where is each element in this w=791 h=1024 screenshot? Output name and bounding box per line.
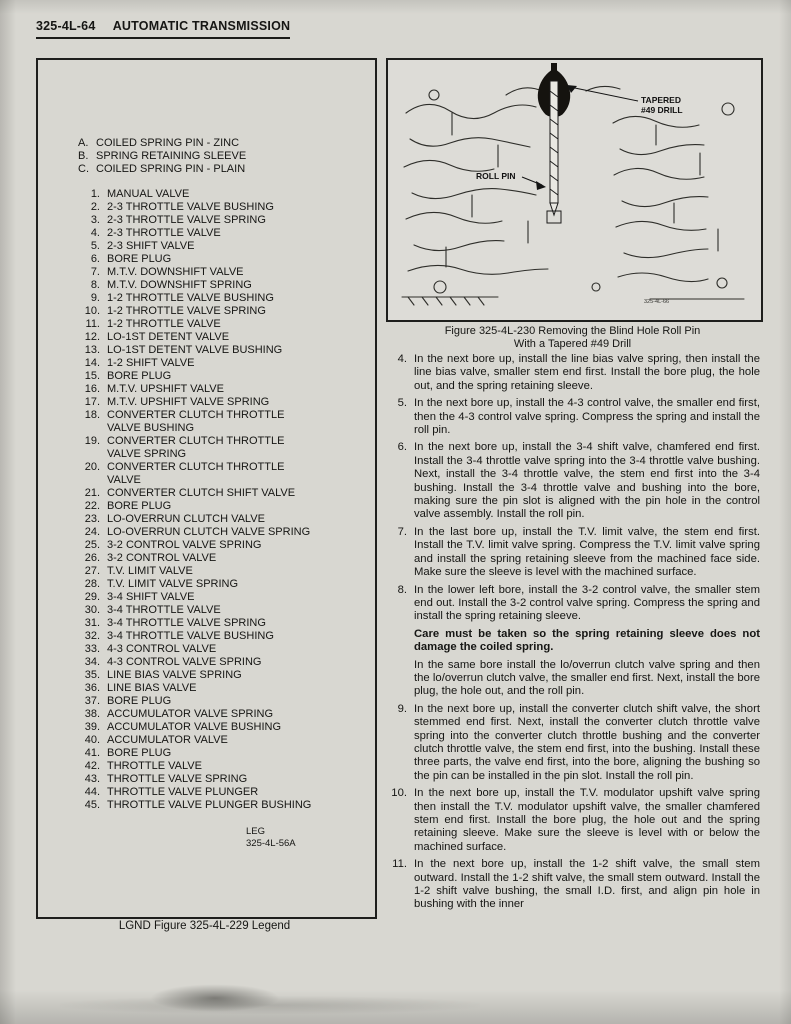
legend-item: [54, 240, 375, 253]
legend-item: [54, 747, 375, 760]
legend-item-text: COILED SPRING PIN - ZINC: [96, 137, 240, 149]
legend-item-text: T.V. LIMIT VALVE SPRING: [107, 578, 239, 590]
legend-item: [54, 292, 375, 305]
legend-item-number: 25.: [84, 539, 100, 551]
step-text: In the lower left bore, install the 3-2 control valve, the smaller stem end out. Install the 3-2 control valve spring. Compress the spring and install the spring retaining sleeve.: [414, 583, 760, 623]
legend-item-text: SPRING RETAINING SLEEVE: [96, 150, 247, 162]
legend-item-text: COILED SPRING PIN - PLAIN: [96, 163, 246, 175]
tapered-drill-label-line1: TAPERED: [641, 95, 681, 105]
legend-item-number: 9.: [90, 292, 100, 304]
scan-smudge: [60, 996, 480, 1014]
legend-item-text: THROTTLE VALVE PLUNGER: [107, 786, 259, 798]
legend-item-number: 26.: [84, 552, 100, 564]
step-text: Care must be taken so the spring retaining sleeve does not damage the coiled spring.: [414, 627, 760, 654]
legend-item-number: 28.: [84, 578, 100, 590]
legend-caption: LGND Figure 325-4L-229 Legend: [118, 920, 291, 932]
legend-item-text: BORE PLUG: [107, 253, 172, 265]
step-item: [386, 526, 760, 580]
legend-item-number: 41.: [84, 747, 100, 759]
legend-item-number: 5.: [90, 240, 100, 252]
figure-caption-line1: Figure 325-4L-230 Removing the Blind Hole Roll Pin: [444, 325, 701, 337]
legend-item-number: 4.: [90, 227, 100, 239]
legend-item-number: 29.: [84, 591, 100, 603]
legend-item: [78, 163, 375, 176]
legend-item-text: ACCUMULATOR VALVE BUSHING: [107, 721, 281, 733]
step-text: In the next bore up, install the 1-2 shift valve, the small stem outward. Install the 1-2 shift valve, the small stem outward. Install the 1-2 shift valve bushing, the small I.D. first, and align pin hole in bushing with the inner: [414, 858, 760, 911]
step-item: [386, 353, 760, 393]
legend-item: [54, 734, 375, 747]
legend-item: [54, 227, 375, 240]
step-text: In the next bore up, install the T.V. modulator upshift valve spring then install the T.V. modulator upshift valve, the smaller chamfered stem end first. Install the bore plug, the hole out and the spring retaining sleeve. Make sure the sleeve is level with or below the machined surface.: [414, 787, 760, 853]
legend-item: [78, 137, 375, 150]
legend-item-number: 10.: [84, 305, 100, 317]
legend-item: [54, 487, 375, 500]
legend-item-text: LO-1ST DETENT VALVE BUSHING: [107, 344, 283, 356]
legend-item: [54, 604, 375, 617]
page-title: AUTOMATIC TRANSMISSION: [112, 19, 291, 33]
step-item: [386, 659, 760, 699]
legend-item: [54, 409, 375, 435]
legend-item: [54, 565, 375, 578]
legend-figure-ref-line2: 325-4L-56A: [246, 838, 296, 849]
legend-item-number: 27.: [84, 565, 100, 577]
legend-item-number: 21.: [84, 487, 100, 499]
legend-item-number: 3.: [90, 214, 100, 226]
step-number: 4.: [397, 353, 407, 365]
legend-item: [54, 396, 375, 409]
legend-item-text: THROTTLE VALVE SPRING: [107, 773, 248, 785]
legend-item-text: M.T.V. UPSHIFT VALVE SPRING: [107, 396, 270, 408]
step-number: 11.: [392, 858, 407, 871]
legend-item: [54, 708, 375, 721]
legend-item-number: 35.: [84, 669, 100, 681]
legend-item-text: LINE BIAS VALVE: [107, 682, 197, 694]
legend-item-text: BORE PLUG: [107, 695, 172, 707]
legend-item-number: 36.: [84, 682, 100, 694]
step-number: 6.: [397, 441, 407, 454]
legend-item-number: 32.: [84, 630, 100, 642]
legend-item-text: LO-OVERRUN CLUTCH VALVE: [107, 513, 265, 525]
legend-item-label: B.: [78, 150, 89, 162]
step-text: In the next bore up, install the line bias valve spring, then install the line bias valve, smaller stem end first. Install the bore plug, the hole out, and the spring retaining sleeve.: [414, 353, 760, 392]
legend-item-number: 43.: [84, 773, 100, 785]
legend-item: [54, 266, 375, 279]
legend-box: [36, 58, 377, 919]
legend-item-text: T.V. LIMIT VALVE: [107, 565, 193, 577]
legend-item-text: 3-4 THROTTLE VALVE BUSHING: [107, 630, 274, 642]
legend-item: [54, 526, 375, 539]
step-number: 8.: [397, 583, 407, 596]
legend-item-number: 23.: [84, 513, 100, 525]
legend-item: [54, 344, 375, 357]
section-code: 325-4L-64: [36, 19, 96, 33]
legend-item-text: 4-3 CONTROL VALVE SPRING: [107, 656, 262, 668]
step-number: 9.: [397, 702, 407, 715]
legend-figure-ref-line1: LEG: [246, 826, 266, 837]
legend-item: [54, 201, 375, 214]
legend-item-number: 18.: [84, 409, 100, 421]
legend-item-number: 17.: [84, 396, 100, 408]
legend-item: [54, 370, 375, 383]
legend-item: [54, 305, 375, 318]
figure-code: 325-4L-66: [644, 299, 670, 305]
legend-item-text: 1-2 THROTTLE VALVE SPRING: [107, 305, 266, 317]
step-text: In the last bore up, install the T.V. limit valve, the stem end first. Install the T.V. limit valve spring. Compress the T.V. limit valve spring and install the spring retaining sleeve from the machined face side. Make sure the sleeve is level with the machined surface.: [414, 525, 760, 579]
legend-item-text: THROTTLE VALVE PLUNGER BUSHING: [107, 799, 312, 811]
legend-item-text: BORE PLUG: [107, 370, 172, 382]
legend-item-text: 2-3 SHIFT VALVE: [107, 240, 195, 252]
legend-item-number: 2.: [90, 201, 100, 213]
legend-item-number: 38.: [84, 708, 100, 720]
legend-item-number: 44.: [84, 786, 100, 798]
legend-item: [54, 617, 375, 630]
figure-caption-line2: With a Tapered #49 Drill: [513, 338, 632, 350]
legend-item: [54, 188, 375, 201]
step-item: [386, 397, 760, 437]
casting-passages: [402, 86, 744, 305]
step-number: 7.: [397, 525, 407, 538]
step-text: In the same bore install the lo/overrun clutch valve spring and then the lo/overrun clutch valve, the smaller end first. Next, install the bore plug, the hole out, and the roll pin.: [414, 658, 760, 698]
legend-item-text: 3-4 THROTTLE VALVE: [107, 604, 221, 616]
steps-list: [386, 353, 760, 912]
legend-item-text: LINE BIAS VALVE SPRING: [107, 669, 242, 681]
legend-item-text: CONVERTER CLUTCH THROTTLE VALVE SPRING: [107, 435, 285, 460]
legend-item: [54, 279, 375, 292]
legend-item: [54, 253, 375, 266]
legend-item-number: 20.: [84, 461, 100, 473]
step-item: [386, 584, 760, 624]
legend-item-number: 37.: [84, 695, 100, 707]
legend-item-text: CONVERTER CLUTCH THROTTLE VALVE BUSHING: [107, 409, 285, 434]
legend-item-text: 2-3 THROTTLE VALVE BUSHING: [107, 201, 274, 213]
legend-item-number: 16.: [84, 383, 100, 395]
legend-item: [54, 760, 375, 773]
legend-item-number: 6.: [90, 253, 100, 265]
legend-item: [54, 461, 375, 487]
step-text: In the next bore up, install the converter clutch shift valve, the short stemmed end first. Next, install the converter clutch throttle valve spring into the converter clutch throttle bushing and the converter clutch throttle valve, the stem end first, into the bushing. Install these three parts, the valve end first, into the bore, aligning the bushing so the pin can be installed in the pin slot. Install the roll pin.: [414, 702, 760, 782]
legend-item: [54, 214, 375, 227]
legend-item: [54, 357, 375, 370]
legend-item-text: 1-2 THROTTLE VALVE: [107, 318, 221, 330]
legend-item-text: CONVERTER CLUTCH THROTTLE VALVE: [107, 461, 285, 486]
legend-item-text: M.T.V. DOWNSHIFT SPRING: [107, 279, 252, 291]
legend-item-number: 31.: [84, 617, 100, 629]
legend-item-text: ACCUMULATOR VALVE: [107, 734, 228, 746]
step-number: 5.: [397, 397, 407, 410]
legend-item-number: 39.: [84, 721, 100, 733]
legend-letter-list: [78, 137, 375, 176]
legend-item-number: 30.: [84, 604, 100, 616]
page-header: [36, 19, 290, 39]
legend-item-text: 1-2 SHIFT VALVE: [107, 357, 195, 369]
legend-item-text: 3-4 THROTTLE VALVE SPRING: [107, 617, 266, 629]
legend-item-label: C.: [78, 163, 89, 175]
legend-item-number: 42.: [84, 760, 100, 772]
figure-box: [386, 58, 763, 322]
legend-item-text: M.T.V. UPSHIFT VALVE: [107, 383, 224, 395]
roll-pin-label: ROLL PIN: [476, 171, 516, 181]
legend-item: [54, 773, 375, 786]
legend-item-number: 22.: [84, 500, 100, 512]
legend-item-text: 3-2 CONTROL VALVE: [107, 552, 217, 564]
legend-item: [54, 656, 375, 669]
legend-item: [54, 591, 375, 604]
legend-item: [54, 318, 375, 331]
legend-item-number: 7.: [90, 266, 100, 278]
legend-item: [54, 513, 375, 526]
legend-item-text: LO-OVERRUN CLUTCH VALVE SPRING: [107, 526, 311, 538]
tapered-drill-label-line2: #49 DRILL: [641, 105, 683, 115]
legend-item: [54, 695, 375, 708]
legend-item-text: 3-4 SHIFT VALVE: [107, 591, 195, 603]
legend-figure-ref: [246, 826, 296, 850]
legend-item: [54, 539, 375, 552]
figure-caption: [386, 325, 759, 351]
legend-item-number: 19.: [84, 435, 100, 447]
step-item: [386, 628, 760, 655]
legend-item: [54, 669, 375, 682]
step-number: [386, 628, 407, 655]
legend-item: [54, 682, 375, 695]
legend-item-text: MANUAL VALVE: [107, 188, 190, 200]
legend-item-text: BORE PLUG: [107, 747, 172, 759]
drill-icon: [538, 63, 569, 223]
legend-item-text: 2-3 THROTTLE VALVE SPRING: [107, 214, 266, 226]
legend-item-text: M.T.V. DOWNSHIFT VALVE: [107, 266, 244, 278]
legend-item: [78, 150, 375, 163]
legend-item-number: 14.: [84, 357, 100, 369]
step-number: 10.: [391, 787, 407, 800]
legend-item: [54, 578, 375, 591]
legend-item-number: 11.: [85, 318, 100, 330]
legend-item-text: ACCUMULATOR VALVE SPRING: [107, 708, 274, 720]
legend-item-number: 34.: [84, 656, 100, 668]
step-text: In the next bore up, install the 4-3 control valve, the smaller end first, then the 4-3 control valve spring. Compress the spring and install the roll pin.: [414, 397, 760, 437]
legend-item-number: 45.: [84, 799, 100, 811]
step-item: [386, 787, 760, 854]
legend-item-number: 15.: [84, 370, 100, 382]
legend-item-text: 1-2 THROTTLE VALVE BUSHING: [107, 292, 274, 304]
legend-item-number: 8.: [90, 279, 100, 291]
valve-body-illustration: [388, 60, 761, 320]
legend-item-text: 4-3 CONTROL VALVE: [107, 643, 217, 655]
legend-item-number: 24.: [84, 526, 100, 538]
legend-item-number: 13.: [84, 344, 100, 356]
legend-item-number: 33.: [84, 643, 100, 655]
legend-item-text: 3-2 CONTROL VALVE SPRING: [107, 539, 262, 551]
legend-item: [54, 799, 375, 812]
legend-item-text: THROTTLE VALVE: [107, 760, 202, 772]
legend-item-text: BORE PLUG: [107, 500, 172, 512]
legend-item: [54, 721, 375, 734]
step-text: In the next bore up, install the 3-4 shift valve, chamfered end first. Install the 3-4 throttle valve spring into the 3-4 throttle valve bushing. Next, install the 3-4 throttle valve, the stem end first into the 3-4 bushing. Install the 3-4 throttle valve and bushing into the bore, making sure the pin slot is aligned with the pin hole in the control valve assembly. Install the roll pin.: [414, 441, 760, 521]
legend-number-list: [54, 188, 375, 812]
step-item: [386, 703, 760, 783]
legend-item-number: 12.: [84, 331, 100, 343]
legend-item: [54, 383, 375, 396]
legend-item: [54, 630, 375, 643]
step-item: [386, 441, 760, 521]
legend-item-number: 40.: [84, 734, 100, 746]
legend-item-number: 1.: [90, 188, 100, 200]
legend-item: [54, 552, 375, 565]
legend-item: [54, 500, 375, 513]
step-number: [386, 659, 407, 699]
legend-item: [54, 786, 375, 799]
legend-item-label: A.: [78, 137, 89, 149]
legend-item-text: CONVERTER CLUTCH SHIFT VALVE: [107, 487, 296, 499]
legend-item: [54, 331, 375, 344]
step-item: [386, 858, 760, 912]
legend-item-text: LO-1ST DETENT VALVE: [107, 331, 230, 343]
legend-item-text: 2-3 THROTTLE VALVE: [107, 227, 221, 239]
legend-item: [54, 643, 375, 656]
legend-item: [54, 435, 375, 461]
